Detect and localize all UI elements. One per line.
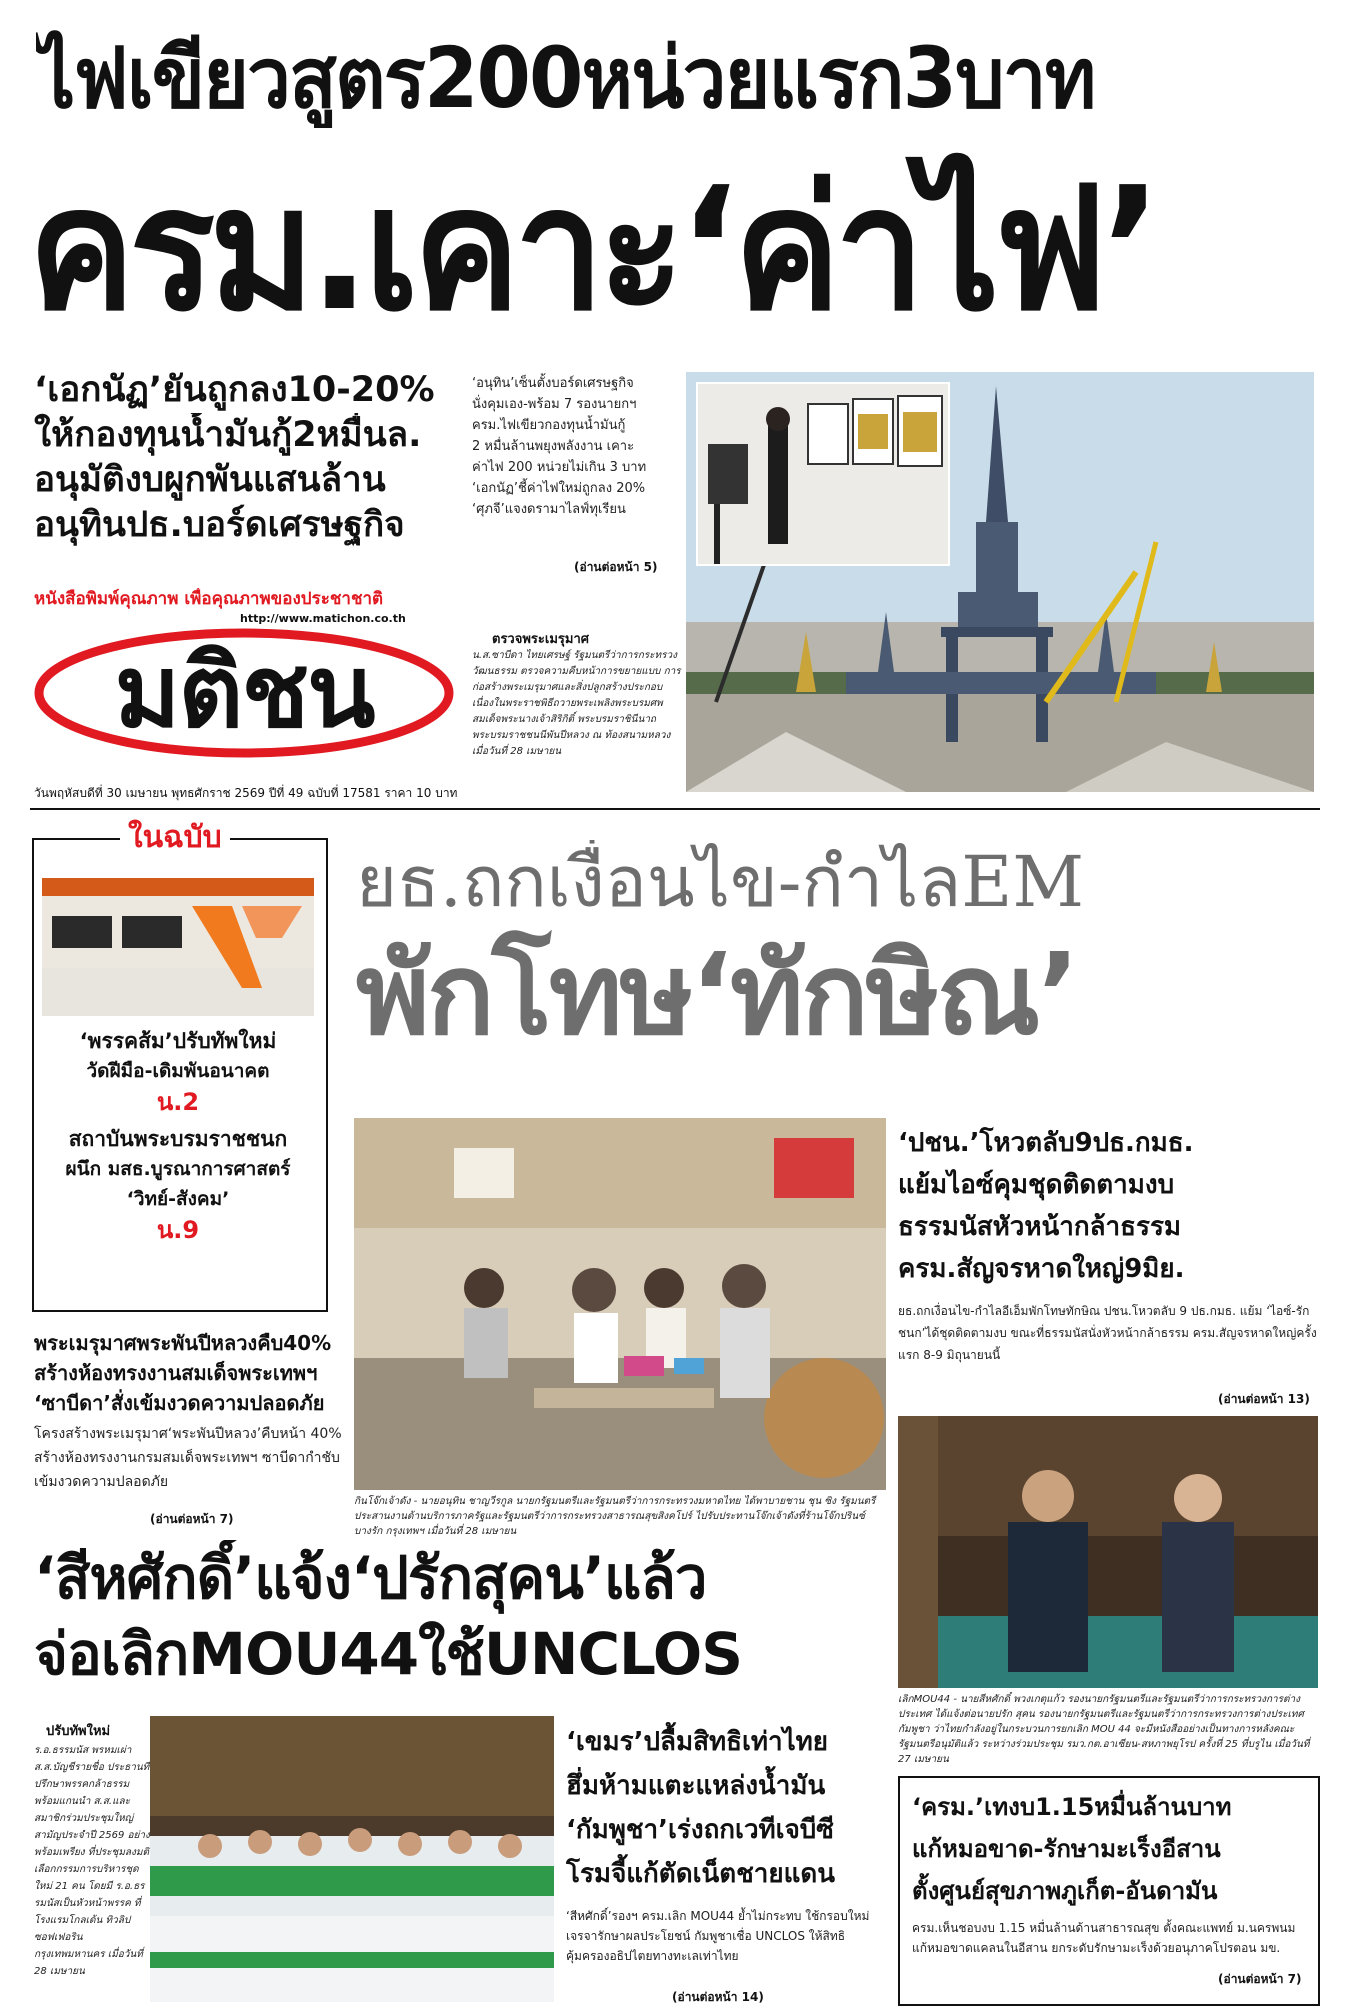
meru-story-line: สร้างห้องทรงงานสมเด็จพระเทพฯ: [34, 1361, 318, 1385]
khmer-story: [566, 1720, 888, 1966]
pchn-line: แย้มไอซ์คุมชุดติดตามงบ: [898, 1170, 1175, 1200]
sihasak-line-2: จ่อเลิกMOU44ใช้UNCLOS: [34, 1620, 742, 1688]
khmer-line: โรมจี้แก้ตัดเน็ตชายแดน: [566, 1859, 836, 1889]
matichon-logo: [34, 628, 454, 758]
porridge-shop-photo: [354, 1118, 886, 1490]
inside-item-2[interactable]: [42, 1124, 314, 1246]
budget-body: ครม.เห็นชอบงบ 1.15 หมื่นล้านด้านสาธารณสุข ตั้งคณะแพทย์ ม.นครพนม แก้หมอขาดแคลนในอีสาน ยกระดับรักษามะเร็งด้วยอนุภาคโปรตอน มข.: [912, 1921, 1296, 1955]
subhead-line: ให้กองทุนน้ำมันกู้2หมื่นล.: [34, 415, 422, 455]
budget-line: ตั้งศูนย์สุขภาพภูเก็ต-อันดามัน: [912, 1877, 1218, 1905]
column-line: นั่งคุมเอง-พร้อม 7 รองนายกฯ: [472, 397, 637, 412]
meru-title: ตรวจพระเมรุมาศ: [492, 632, 589, 647]
khmer-line: ‘เขมร’ปลื้มสิทธิเท่าไทย: [566, 1727, 829, 1757]
meru-inset-photo: [696, 382, 950, 566]
inside-item-1[interactable]: [42, 1026, 314, 1118]
meru-story-line: พระเมรุมาศพระพันปีหลวงคืบ40%: [34, 1331, 332, 1355]
sihasak-line-1: ‘สีหศักดิ์’แจ้ง‘ปรักสุคน’แล้ว: [34, 1544, 707, 1612]
read-more-p7-budget[interactable]: (อ่านต่อหน้า 7): [1218, 1972, 1302, 1986]
orange-party-photo: [42, 878, 314, 1016]
pchn-line: ครม.สัญจรหาดใหญ่9มิย.: [898, 1254, 1185, 1284]
meru-story-body: โครงสร้างพระเมรุมาศ‘พระพันปีหลวง’คืบหน้า 40% สร้างห้องทรงงานกรมสมเด็จพระเทพฯ ซาบีดากำชับเข้มงวดความปลอดภัย: [34, 1426, 342, 1490]
mou44-meeting-photo: [898, 1416, 1318, 1688]
subhead-line: อนุมัติงบผูกพันแสนล้าน: [34, 460, 386, 500]
budget-line: ‘ครม.’เทงบ1.15หมื่นล้านบาท: [912, 1793, 1232, 1821]
column-line: ‘อนุทิน’เซ็นตั้งบอร์ดเศรษฐกิจ: [472, 376, 634, 391]
reshuffle-title: ปรับทัพใหม่: [46, 1724, 111, 1739]
column-line: ‘เอกนัฏ’ชี้ค่าไฟใหม่ถูกลง 20%: [472, 481, 646, 496]
khmer-line: ฮึ่มห้ามแตะแหล่งน้ำมัน: [566, 1771, 826, 1801]
headline-main: ครม.เคาะ‘ค่าไฟ’: [28, 151, 1157, 349]
khmer-body: ‘สีหศักดิ์’รองฯ ครม.เลิก MOU44 ย้ำไม่กระทบ ใช้กรอบใหม่เจรจารักษาผลประโยชน์ กัมพูชาเชื่อ UNCLOS ให้สิทธิคุ้มครองอธิปไตยทางทะเลเท่าไทย: [566, 1909, 870, 1963]
subhead-line: อนุทินปธ.บอร์ดเศรษฐกิจ: [34, 505, 405, 545]
meru-caption: น.ส.ซาบีดา ไทยเศรษฐ์ รัฐมนตรีว่าการกระทรวงวัฒนธรรม ตรวจความคืบหน้าการขยายแบบ การก่อสร้างพระเมรุมาศและสิ่งปลูกสร้างประกอบ เนื่องในพระราชพิธีถวายพระเพลิงพระบรมศพ สมเด็จพระนางเจ้าสิริกิติ์ พระบรมราชินีนาถ พระบรมราชชนนีพันปีหลวง ณ ท้องสนามหลวง เมื่อวันที่ 28 เมษายน: [472, 650, 681, 757]
budget-line: แก้หมอขาด-รักษามะเร็งอีสาน: [912, 1835, 1221, 1863]
khmer-line: ‘กัมพูชา’เร่งถกเวทีเจบีซี: [566, 1815, 834, 1845]
meru-construction-photo: [686, 372, 1314, 792]
pchn-line: ธรรมนัสหัวหน้ากล้าธรรม: [898, 1212, 1182, 1242]
inside-item-line: ‘พรรคส้ม’ปรับทัพใหม่: [79, 1029, 277, 1053]
headline-top: ไฟเขียวสูตร200หน่วยแรก3บาท: [36, 29, 1095, 127]
pchn-story: [898, 1122, 1318, 1366]
inside-item-line: ‘วิทย์-สังคม’: [126, 1188, 230, 1210]
rule: [30, 808, 1320, 810]
column-line: ‘ศุภจี’แจงดรามาไลฟ์ทุเรียน: [472, 502, 626, 517]
read-more-p14[interactable]: (อ่านต่อหน้า 14): [672, 1990, 764, 2004]
mou44-caption: เลิกMOU44 - นายสีหศักดิ์ พวงเกตุแก้ว รองนายกรัฐมนตรีและรัฐมนตรีว่าการกระทรวงการต่างประเทศ ได้แจ้งต่อนายปรัก สุคน รองนายกรัฐมนตรีและรัฐมนตรีว่าการกระทรวงการต่างประเทศกัมพูชา ว่าไทยกำลังอยู่ในกระบวนการยกเลิก MOU 44 จะมีหนังสืออย่างเป็นทางการหลังคณะรัฐมนตรีอนุมัติแล้ว ระหว่างร่วมประชุม รมว.กต.อาเซียน-สหภาพยุโรป ครั้งที่ 25 ที่บรูไน เมื่อวันที่ 27 เมษายน: [898, 1694, 1310, 1765]
dateline: วันพฤหัสบดีที่ 30 เมษายน พุทธศักราช 2569 ปีที่ 49 ฉบับที่ 17581 ราคา 10 บาท: [34, 786, 458, 800]
read-more-p5[interactable]: (อ่านต่อหน้า 5): [574, 560, 658, 574]
read-more-p7[interactable]: (อ่านต่อหน้า 7): [150, 1512, 234, 1526]
reshuffle-caption: ร.อ.ธรรมนัส พรหมเผ่า ส.ส.บัญชีรายชื่อ ประธานที่ปรึกษาพรรคกล้าธรรม พร้อมแกนนำ ส.ส.และสมาชิกร่วมประชุมใหญ่สามัญประจำปี 2569 อย่างพร้อมเพรียง ที่ประชุมลงมติเลือกกรรมการบริหารชุดใหม่ 21 คน โดยมี ร.อ.ธรรมนัสเป็นหัวหน้าพรรค ที่โรงแรมโกลเด้น ทิวลิป ซอฟเฟอริน กรุงเทพมหานคร เมื่อวันที่ 28 เมษายน: [34, 1745, 150, 1977]
inside-item-page: น.9: [156, 1216, 200, 1244]
inside-badge: ในฉบับ: [120, 818, 230, 858]
pchn-line: ‘ปชน.’โหวตลับ9ปธ.กมธ.: [898, 1128, 1194, 1158]
column-line: ครม.ไฟเขียวกองทุนน้ำมันกู้: [472, 418, 626, 433]
porridge-shop-caption: กินโจ๊กเจ้าดัง - นายอนุทิน ชาญวีรกูล นายกรัฐมนตรีและรัฐมนตรีว่าการกระทรวงมหาดไทย ได้พาบายชาน ชุน ซิง รัฐมนตรีประสานงานด้านบริการภาครัฐและรัฐมนตรีว่าการกระทรวงสาธารณสุขสิงคโปร์ ไปรับประทานโจ๊กเจ้าดังที่ร้านโจ๊กปรินซ์ บางรัก กรุงเทพฯ เมื่อวันที่ 28 เมษายน: [354, 1496, 876, 1537]
pchn-body: ยธ.ถกเงื่อนไข-กำไลอีเอ็มพักโทษทักษิณ ปชน.โหวตลับ 9 ปธ.กมธ. แย้ม ‘ไอซ์-รักชนก’ได้ชุดติดตามงบ ขณะที่ธรรมนัสนั่งหัวหน้ากล้าธรรม ครม.สัญจรหาดใหญ่ครั้งแรก 8-9 มิถุนายนนี้: [898, 1304, 1317, 1362]
kla-tham-party-photo: [150, 1716, 554, 2002]
inside-item-page: น.2: [156, 1088, 200, 1116]
read-more-p13[interactable]: (อ่านต่อหน้า 13): [1218, 1392, 1310, 1406]
budget-story: [912, 1786, 1308, 1978]
meru-story: [34, 1328, 354, 1494]
thaksin-kicker: ยธ.ถกเงื่อนไข-กำไลEM: [356, 841, 1085, 923]
masthead-subheads: [34, 368, 454, 548]
column-line: ค่าไฟ 200 หน่วยไม่เกิน 3 บาท: [472, 460, 647, 475]
masthead-column: [472, 373, 680, 520]
logo-text: มติชน: [114, 633, 374, 750]
inside-item-line: ผนึก มสธ.บูรณาการศาสตร์: [65, 1158, 291, 1180]
brand-slogan: หนังสือพิมพ์คุณภาพ เพื่อคุณภาพของประชาชาติ: [34, 589, 384, 609]
inside-item-line: สถาบันพระบรมราชชนก: [68, 1127, 288, 1151]
meru-story-line: ‘ซาบีดา’สั่งเข้มงวดความปลอดภัย: [34, 1391, 325, 1415]
inside-item-line: วัดฝีมือ-เดิมพันอนาคต: [86, 1060, 270, 1082]
column-line: 2 หมื่นล้านพยุงพลังงาน เคาะ: [472, 439, 635, 454]
brand-url[interactable]: http://www.matichon.co.th: [240, 612, 406, 625]
subhead-line: ‘เอกนัฏ’ยันถูกลง10-20%: [34, 370, 435, 410]
thaksin-headline: พักโทษ‘ทักษิณ’: [356, 930, 1077, 1060]
